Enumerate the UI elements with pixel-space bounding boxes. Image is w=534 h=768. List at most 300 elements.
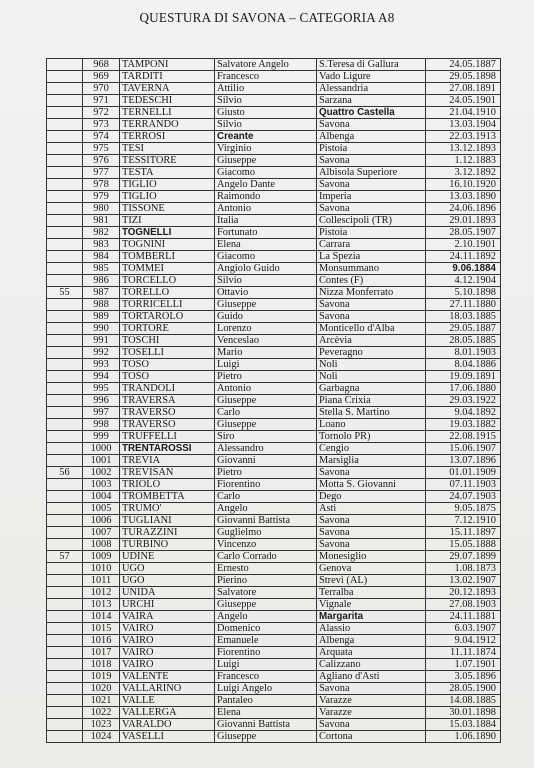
first-name-cell: Angelo Dante	[215, 179, 317, 191]
record-number-cell: 1013	[83, 599, 120, 611]
birthplace-cell: Savona	[317, 683, 426, 695]
table-row	[47, 719, 501, 731]
page-number-cell	[47, 635, 83, 647]
page-title: QUESTURA DI SAVONA – CATEGORIA A8	[139, 10, 395, 25]
record-number-cell: 989	[83, 311, 120, 323]
birthdate-cell: 8.01.1903	[426, 347, 501, 359]
surname-cell: TURAZZINI	[120, 527, 215, 539]
birthdate-cell: 28.05.1900	[426, 683, 501, 695]
surname-cell: TESSITORE	[120, 155, 215, 167]
page-number-cell	[47, 719, 83, 731]
table-row	[47, 623, 501, 635]
birthplace-cell: Strevi (AL)	[317, 575, 426, 587]
table-row	[47, 527, 501, 539]
birthdate-cell: 3.12.1892	[426, 167, 501, 179]
birthdate-cell: 15.06.1907	[426, 443, 501, 455]
surname-cell: VALLERGA	[120, 707, 215, 719]
first-name-cell: Silvio	[215, 95, 317, 107]
first-name-cell: Raimondo	[215, 191, 317, 203]
record-number-cell: 999	[83, 431, 120, 443]
birthdate-cell: 13.03.1904	[426, 119, 501, 131]
surname-cell: TAMPONI	[120, 59, 215, 71]
table-row	[47, 371, 501, 383]
page-number-cell	[47, 275, 83, 287]
page-number-cell	[47, 599, 83, 611]
surname-cell: VALLARINO	[120, 683, 215, 695]
first-name-cell: Pietro	[215, 467, 317, 479]
page-number-cell	[47, 347, 83, 359]
birthplace-cell: Arquata	[317, 647, 426, 659]
page-number-cell	[47, 251, 83, 263]
birthplace-cell: Calizzano	[317, 659, 426, 671]
surname-cell: TOGNINI	[120, 239, 215, 251]
first-name-cell: Pierino	[215, 575, 317, 587]
birthplace-cell: Imperia	[317, 191, 426, 203]
first-name-cell: Giovanni	[215, 455, 317, 467]
first-name-cell: Giacomo	[215, 167, 317, 179]
first-name-cell: Giuseppe	[215, 299, 317, 311]
birthplace-cell: Quattro Castella	[317, 107, 426, 119]
birthplace-cell: Cengio	[317, 443, 426, 455]
table-row	[47, 383, 501, 395]
record-number-cell: 979	[83, 191, 120, 203]
table-row	[47, 335, 501, 347]
birthplace-cell: Agliano d'Asti	[317, 671, 426, 683]
first-name-cell: Guido	[215, 311, 317, 323]
birthplace-cell: Terralba	[317, 587, 426, 599]
birthplace-cell: Savona	[317, 527, 426, 539]
first-name-cell: Salvatore	[215, 587, 317, 599]
record-number-cell: 993	[83, 359, 120, 371]
birthdate-cell: 24.05.1887	[426, 59, 501, 71]
page-number-cell	[47, 671, 83, 683]
birthdate-cell: 1.12.1883	[426, 155, 501, 167]
birthplace-cell: Piana Crixia	[317, 395, 426, 407]
birthdate-cell: 18.03.1885	[426, 311, 501, 323]
table-row	[47, 179, 501, 191]
birthdate-cell: 8.04.1886	[426, 359, 501, 371]
surname-cell: TIGLIO	[120, 191, 215, 203]
record-number-cell: 1015	[83, 623, 120, 635]
birthplace-cell: Savona	[317, 203, 426, 215]
page-number-cell	[47, 527, 83, 539]
first-name-cell: Guglielmo	[215, 527, 317, 539]
record-number-cell: 984	[83, 251, 120, 263]
page-number-cell	[47, 455, 83, 467]
birthplace-cell: Margarita	[317, 611, 426, 623]
birthdate-cell: 9.05.1875	[426, 503, 501, 515]
page-number-cell	[47, 539, 83, 551]
birthplace-cell: Genova	[317, 563, 426, 575]
table-row	[47, 287, 501, 299]
birthdate-cell: 28.05.1907	[426, 227, 501, 239]
surname-cell: TORRICELLI	[120, 299, 215, 311]
surname-cell: TOMBERLI	[120, 251, 215, 263]
record-number-cell: 987	[83, 287, 120, 299]
birthplace-cell: Savona	[317, 179, 426, 191]
record-number-cell: 997	[83, 407, 120, 419]
birthdate-cell: 9.04.1912	[426, 635, 501, 647]
birthdate-cell: 22.03.1913	[426, 131, 501, 143]
table-row	[47, 647, 501, 659]
table-row	[47, 491, 501, 503]
record-number-cell: 991	[83, 335, 120, 347]
birthplace-cell: Peveragno	[317, 347, 426, 359]
birthplace-cell: Albenga	[317, 131, 426, 143]
surname-cell: TRUFFELLI	[120, 431, 215, 443]
surname-cell: TOSCHI	[120, 335, 215, 347]
first-name-cell: Giovanni Battista	[215, 719, 317, 731]
birthplace-cell: Monticello d'Alba	[317, 323, 426, 335]
page-number-cell	[47, 611, 83, 623]
record-number-cell: 1004	[83, 491, 120, 503]
table-row	[47, 191, 501, 203]
birthdate-cell: 13.02.1907	[426, 575, 501, 587]
table-row	[47, 611, 501, 623]
birthplace-cell: Carrara	[317, 239, 426, 251]
record-number-cell: 975	[83, 143, 120, 155]
table-row	[47, 731, 501, 743]
first-name-cell: Luigi	[215, 359, 317, 371]
record-number-cell: 1020	[83, 683, 120, 695]
record-number-cell: 995	[83, 383, 120, 395]
first-name-cell: Pantaleo	[215, 695, 317, 707]
table-row	[47, 407, 501, 419]
surname-cell: TRAVERSO	[120, 407, 215, 419]
first-name-cell: Angiolo Guido	[215, 263, 317, 275]
page-number-cell	[47, 191, 83, 203]
first-name-cell: Luigi	[215, 659, 317, 671]
birthdate-cell: 15.03.1884	[426, 719, 501, 731]
table-row	[47, 167, 501, 179]
birthdate-cell: 24.11.1881	[426, 611, 501, 623]
first-name-cell: Venceslao	[215, 335, 317, 347]
first-name-cell: Pietro	[215, 371, 317, 383]
birthplace-cell: Dego	[317, 491, 426, 503]
first-name-cell: Elena	[215, 239, 317, 251]
first-name-cell: Giovanni Battista	[215, 515, 317, 527]
birthplace-cell: Varazze	[317, 707, 426, 719]
table-row	[47, 575, 501, 587]
table-row	[47, 311, 501, 323]
birthdate-cell: 19.03.1882	[426, 419, 501, 431]
page-number-cell	[47, 335, 83, 347]
birthplace-cell: Savona	[317, 719, 426, 731]
surname-cell: VAIRO	[120, 623, 215, 635]
birthplace-cell: Savona	[317, 515, 426, 527]
surname-cell: TORTORE	[120, 323, 215, 335]
birthdate-cell: 29.05.1887	[426, 323, 501, 335]
record-number-cell: 969	[83, 71, 120, 83]
record-number-cell: 1022	[83, 707, 120, 719]
birthdate-cell: 29.03.1922	[426, 395, 501, 407]
surname-cell: TURBINO	[120, 539, 215, 551]
first-name-cell: Giuseppe	[215, 731, 317, 743]
table-row	[47, 215, 501, 227]
table-row	[47, 143, 501, 155]
page-number-cell: 56	[47, 467, 83, 479]
record-number-cell: 996	[83, 395, 120, 407]
registry-table	[46, 58, 501, 743]
first-name-cell: Francesco	[215, 71, 317, 83]
first-name-cell: Ottavio	[215, 287, 317, 299]
birthdate-cell: 9.06.1884	[426, 263, 501, 275]
record-number-cell: 974	[83, 131, 120, 143]
table-row	[47, 359, 501, 371]
page-number-cell	[47, 587, 83, 599]
birthplace-cell: Cortona	[317, 731, 426, 743]
page-number-cell	[47, 359, 83, 371]
record-number-cell: 1007	[83, 527, 120, 539]
page-number-cell	[47, 383, 83, 395]
birthplace-cell: Stella S. Martino	[317, 407, 426, 419]
birthplace-cell: Vado Ligure	[317, 71, 426, 83]
birthplace-cell: Savona	[317, 119, 426, 131]
birthdate-cell: 27.08.1903	[426, 599, 501, 611]
record-number-cell: 973	[83, 119, 120, 131]
surname-cell: VAIRO	[120, 659, 215, 671]
birthplace-cell: Savona	[317, 467, 426, 479]
page-number-cell	[47, 431, 83, 443]
first-name-cell: Mario	[215, 347, 317, 359]
birthplace-cell: Arcèvia	[317, 335, 426, 347]
first-name-cell: Italia	[215, 215, 317, 227]
birthdate-cell: 14.08.1885	[426, 695, 501, 707]
page-number-cell	[47, 227, 83, 239]
page-number-cell	[47, 623, 83, 635]
birthplace-cell: Collescipoli (TR)	[317, 215, 426, 227]
record-number-cell: 982	[83, 227, 120, 239]
page-number-cell	[47, 155, 83, 167]
surname-cell: TIGLIO	[120, 179, 215, 191]
page-number-cell	[47, 503, 83, 515]
birthplace-cell: Alessandria	[317, 83, 426, 95]
surname-cell: TRUMO'	[120, 503, 215, 515]
first-name-cell: Vincenzo	[215, 539, 317, 551]
table-row	[47, 107, 501, 119]
first-name-cell: Francesco	[215, 671, 317, 683]
birthdate-cell: 2.10.1901	[426, 239, 501, 251]
surname-cell: TOSO	[120, 371, 215, 383]
birthplace-cell: Vignale	[317, 599, 426, 611]
surname-cell: TREVIA	[120, 455, 215, 467]
birthdate-cell: 17.06.1880	[426, 383, 501, 395]
birthdate-cell: 4.12.1904	[426, 275, 501, 287]
record-number-cell: 1010	[83, 563, 120, 575]
surname-cell: TOGNELLI	[120, 227, 215, 239]
page-number-cell	[47, 203, 83, 215]
page-number-cell	[47, 683, 83, 695]
surname-cell: VAIRO	[120, 647, 215, 659]
birthdate-cell: 24.11.1892	[426, 251, 501, 263]
table-row	[47, 659, 501, 671]
first-name-cell: Fiorentino	[215, 479, 317, 491]
table-row	[47, 695, 501, 707]
birthplace-cell: Nizza Monferrato	[317, 287, 426, 299]
surname-cell: TOSO	[120, 359, 215, 371]
birthplace-cell: Contes (F)	[317, 275, 426, 287]
record-number-cell: 1001	[83, 455, 120, 467]
record-number-cell: 1017	[83, 647, 120, 659]
birthdate-cell: 22.08.1915	[426, 431, 501, 443]
table-row	[47, 635, 501, 647]
surname-cell: TORCELLO	[120, 275, 215, 287]
table-row	[47, 455, 501, 467]
table-row	[47, 707, 501, 719]
page-number-cell	[47, 95, 83, 107]
first-name-cell: Virginio	[215, 143, 317, 155]
birthdate-cell: 28.05.1885	[426, 335, 501, 347]
page-number-cell	[47, 59, 83, 71]
record-number-cell: 998	[83, 419, 120, 431]
birthdate-cell: 20.12.1893	[426, 587, 501, 599]
table-row	[47, 83, 501, 95]
birthplace-cell: Albisola Superiore	[317, 167, 426, 179]
page-number-cell	[47, 695, 83, 707]
page-number-cell	[47, 395, 83, 407]
page-number-cell	[47, 647, 83, 659]
birthdate-cell: 13.07.1896	[426, 455, 501, 467]
table-row	[47, 671, 501, 683]
surname-cell: TIZI	[120, 215, 215, 227]
surname-cell: URCHI	[120, 599, 215, 611]
table-row	[47, 227, 501, 239]
table-row	[47, 551, 501, 563]
record-number-cell: 992	[83, 347, 120, 359]
table-row	[47, 155, 501, 167]
table-row	[47, 263, 501, 275]
table-row	[47, 119, 501, 131]
record-number-cell: 1011	[83, 575, 120, 587]
page-number-cell	[47, 563, 83, 575]
first-name-cell: Ernesto	[215, 563, 317, 575]
surname-cell: TESI	[120, 143, 215, 155]
surname-cell: TRAVERSO	[120, 419, 215, 431]
first-name-cell: Lorenzo	[215, 323, 317, 335]
birthplace-cell: Monsummano	[317, 263, 426, 275]
surname-cell: TOSELLI	[120, 347, 215, 359]
surname-cell: VALLE	[120, 695, 215, 707]
page-number-cell	[47, 131, 83, 143]
birthdate-cell: 13.12.1893	[426, 143, 501, 155]
table-row	[47, 431, 501, 443]
first-name-cell: Fortunato	[215, 227, 317, 239]
first-name-cell: Fiorentino	[215, 647, 317, 659]
birthdate-cell: 27.08.1891	[426, 83, 501, 95]
first-name-cell: Giuseppe	[215, 395, 317, 407]
first-name-cell: Giacomo	[215, 251, 317, 263]
page-number-cell	[47, 299, 83, 311]
table-row	[47, 515, 501, 527]
birthdate-cell: 16.10.1920	[426, 179, 501, 191]
page-number-cell	[47, 71, 83, 83]
surname-cell: TAVERNA	[120, 83, 215, 95]
page-number-cell: 57	[47, 551, 83, 563]
table-row	[47, 539, 501, 551]
surname-cell: TOMMEI	[120, 263, 215, 275]
first-name-cell: Giusto	[215, 107, 317, 119]
table-row	[47, 419, 501, 431]
birthdate-cell: 29.01.1893	[426, 215, 501, 227]
first-name-cell: Silvio	[215, 275, 317, 287]
birthplace-cell: Marsiglia	[317, 455, 426, 467]
page-number-cell	[47, 239, 83, 251]
birthdate-cell: 6.03.1907	[426, 623, 501, 635]
page-number-cell	[47, 515, 83, 527]
page-number-cell	[47, 167, 83, 179]
record-number-cell: 976	[83, 155, 120, 167]
record-number-cell: 971	[83, 95, 120, 107]
birthplace-cell: Varazze	[317, 695, 426, 707]
record-number-cell: 981	[83, 215, 120, 227]
birthplace-cell: Noli	[317, 359, 426, 371]
birthplace-cell: Loano	[317, 419, 426, 431]
table-row	[47, 443, 501, 455]
birthdate-cell: 15.05.1888	[426, 539, 501, 551]
birthplace-cell: Albenga	[317, 635, 426, 647]
surname-cell: VAIRO	[120, 635, 215, 647]
table-row	[47, 251, 501, 263]
birthplace-cell: Savona	[317, 311, 426, 323]
page-number-cell	[47, 263, 83, 275]
first-name-cell: Luigi Angelo	[215, 683, 317, 695]
page-number-cell	[47, 179, 83, 191]
record-number-cell: 980	[83, 203, 120, 215]
birthplace-cell: Tornolo PR)	[317, 431, 426, 443]
registry-table-body	[47, 59, 501, 743]
first-name-cell: Attilio	[215, 83, 317, 95]
record-number-cell: 988	[83, 299, 120, 311]
page-number-cell	[47, 371, 83, 383]
surname-cell: VALENTE	[120, 671, 215, 683]
record-number-cell: 986	[83, 275, 120, 287]
surname-cell: TISSONE	[120, 203, 215, 215]
page-number-cell	[47, 143, 83, 155]
record-number-cell: 1024	[83, 731, 120, 743]
table-row	[47, 503, 501, 515]
first-name-cell: Giuseppe	[215, 155, 317, 167]
table-row	[47, 563, 501, 575]
surname-cell: UDINE	[120, 551, 215, 563]
first-name-cell: Silvio	[215, 119, 317, 131]
record-number-cell: 970	[83, 83, 120, 95]
birthdate-cell: 30.01.1898	[426, 707, 501, 719]
table-row	[47, 299, 501, 311]
birthdate-cell: 3.05.1896	[426, 671, 501, 683]
birthplace-cell: Pistoia	[317, 143, 426, 155]
record-number-cell: 968	[83, 59, 120, 71]
record-number-cell: 978	[83, 179, 120, 191]
record-number-cell: 977	[83, 167, 120, 179]
record-number-cell: 1019	[83, 671, 120, 683]
surname-cell: VAIRA	[120, 611, 215, 623]
record-number-cell: 1023	[83, 719, 120, 731]
birthplace-cell: Asti	[317, 503, 426, 515]
page-number-cell	[47, 659, 83, 671]
birthplace-cell: Monesiglio	[317, 551, 426, 563]
first-name-cell: Salvatore Angelo	[215, 59, 317, 71]
surname-cell: TRAVERSA	[120, 395, 215, 407]
surname-cell: TERNELLI	[120, 107, 215, 119]
first-name-cell: Elena	[215, 707, 317, 719]
page-number-cell	[47, 575, 83, 587]
birthplace-cell: Savona	[317, 539, 426, 551]
surname-cell: TERROSI	[120, 131, 215, 143]
table-row	[47, 467, 501, 479]
birthdate-cell: 01.01.1909	[426, 467, 501, 479]
birthdate-cell: 7.12.1910	[426, 515, 501, 527]
table-row	[47, 599, 501, 611]
